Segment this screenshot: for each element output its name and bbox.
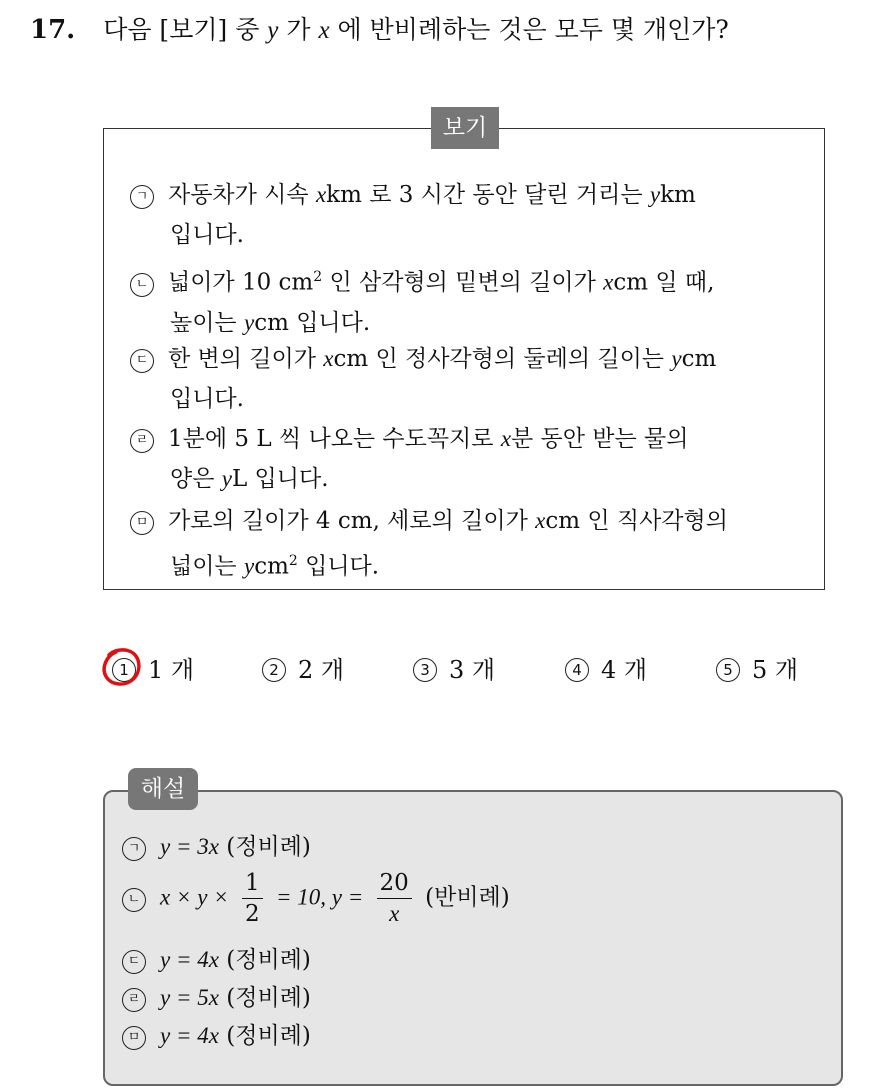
denominator: 2 xyxy=(245,901,260,927)
answer-mark-circle xyxy=(101,646,143,688)
choice-number: 2 xyxy=(262,658,286,682)
choice-number: 4 xyxy=(565,658,589,682)
choice-2[interactable] xyxy=(262,650,344,685)
var-y: y xyxy=(649,182,661,207)
item-text: cm 인 정사각형의 둘레의 길이는 xyxy=(333,346,665,372)
solution-expr: y = 5x xyxy=(160,985,219,1010)
item-text: 양은 xyxy=(170,466,215,492)
solution-line-3 xyxy=(122,941,311,974)
choice-label: 4 개 xyxy=(601,656,648,684)
item-text: 높이는 xyxy=(170,309,237,336)
solution-expr: y = 4x xyxy=(160,947,219,972)
numerator: 20 xyxy=(377,868,412,899)
item-text: cm xyxy=(254,553,289,580)
bogi-item-1 xyxy=(130,175,696,255)
item-text: 입니다. xyxy=(170,222,244,248)
item-text: 입니다. xyxy=(305,553,380,580)
var-x: x xyxy=(603,269,614,295)
solution-note: (정비례) xyxy=(226,985,311,1011)
choice-label: 5 개 xyxy=(752,656,799,684)
superscript: 2 xyxy=(288,553,298,569)
var-y: y xyxy=(243,553,255,579)
var-y: y xyxy=(243,309,255,335)
solution-note: (정비례) xyxy=(226,947,311,973)
choice-label: 1 개 xyxy=(148,656,195,684)
item-text: 가로의 길이가 4 cm, 세로의 길이가 xyxy=(168,508,528,534)
choice-number: 1 xyxy=(112,658,136,682)
choice-4[interactable] xyxy=(565,650,647,685)
choice-5[interactable] xyxy=(716,650,798,685)
item-mark: ㄴ xyxy=(122,888,146,912)
item-text: cm 입니다. xyxy=(254,309,371,336)
item-mark: ㅁ xyxy=(130,511,154,535)
solution-note: (반비례) xyxy=(425,884,510,911)
item-text: 인 삼각형의 밑변의 길이가 xyxy=(329,269,596,296)
var-x: x xyxy=(500,426,512,451)
item-text: cm 일 때, xyxy=(613,269,715,296)
item-text: cm 인 직사각형의 xyxy=(545,508,728,534)
question-text xyxy=(30,10,729,46)
item-text: 한 변의 길이가 xyxy=(168,346,316,372)
item-text: 입니다. xyxy=(170,386,244,412)
var-x: x xyxy=(535,508,546,533)
superscript: 2 xyxy=(313,269,323,285)
solution-expr: x × y × xyxy=(160,884,229,910)
item-text: 넓이가 10 cm xyxy=(168,269,314,296)
item-text: 1분에 5 L 씩 나오는 수도꼭지로 xyxy=(168,426,494,452)
question-part: 에 반비례하는 것은 모두 몇 개인가? xyxy=(337,15,729,44)
choice-number: 5 xyxy=(716,658,740,682)
item-text: 넓이는 xyxy=(170,553,237,580)
bogi-item-4 xyxy=(130,419,689,499)
solution-line-1 xyxy=(122,828,311,861)
item-mark: ㄷ xyxy=(130,349,154,373)
choice-label: 3 개 xyxy=(449,656,496,684)
choice-3[interactable] xyxy=(413,650,495,685)
var-x: x xyxy=(318,17,330,44)
bogi-title: 보기 xyxy=(431,107,499,149)
item-mark: ㄱ xyxy=(130,185,154,209)
item-text: L 입니다. xyxy=(231,466,329,492)
solution-expr: y = 4x xyxy=(160,1023,219,1048)
solution-note: (정비례) xyxy=(226,834,311,860)
bogi-item-5 xyxy=(130,501,728,587)
item-text: 분 동안 받는 물의 xyxy=(511,426,689,452)
solution-line-5 xyxy=(122,1017,311,1050)
item-text: km 로 3 시간 동안 달린 거리는 xyxy=(326,182,643,208)
item-mark: ㄹ xyxy=(122,988,146,1012)
solution-line-2 xyxy=(122,868,510,929)
item-mark: ㄹ xyxy=(130,429,154,453)
numerator: 1 xyxy=(242,868,263,899)
question-part: 가 xyxy=(286,15,311,44)
item-text: 자동차가 시속 xyxy=(168,182,309,208)
choice-number: 3 xyxy=(413,658,437,682)
var-x: x xyxy=(323,346,334,371)
solution-expr: = 10, y = xyxy=(275,884,364,910)
fraction xyxy=(242,868,263,929)
choice-label: 2 개 xyxy=(298,656,345,684)
bogi-item-2 xyxy=(130,257,714,343)
var-y: y xyxy=(221,466,232,491)
item-mark: ㅁ xyxy=(122,1026,146,1050)
denominator: x xyxy=(389,901,400,926)
fraction xyxy=(377,868,412,929)
solution-note: (정비례) xyxy=(226,1023,311,1049)
var-x: x xyxy=(315,182,327,207)
item-mark: ㄷ xyxy=(122,950,146,974)
var-y: y xyxy=(267,17,279,44)
question-number: 17. xyxy=(30,15,76,45)
item-text: cm xyxy=(681,346,717,372)
bogi-item-3 xyxy=(130,339,716,419)
solution-expr: y = 3x xyxy=(160,834,219,859)
var-y: y xyxy=(671,346,682,371)
item-text: km xyxy=(660,182,696,208)
question-part: 다음 [보기] 중 xyxy=(103,15,260,44)
solution-title: 해설 xyxy=(128,768,198,810)
solution-line-4 xyxy=(122,979,311,1012)
item-mark: ㄴ xyxy=(130,273,154,297)
item-mark: ㄱ xyxy=(122,837,146,861)
